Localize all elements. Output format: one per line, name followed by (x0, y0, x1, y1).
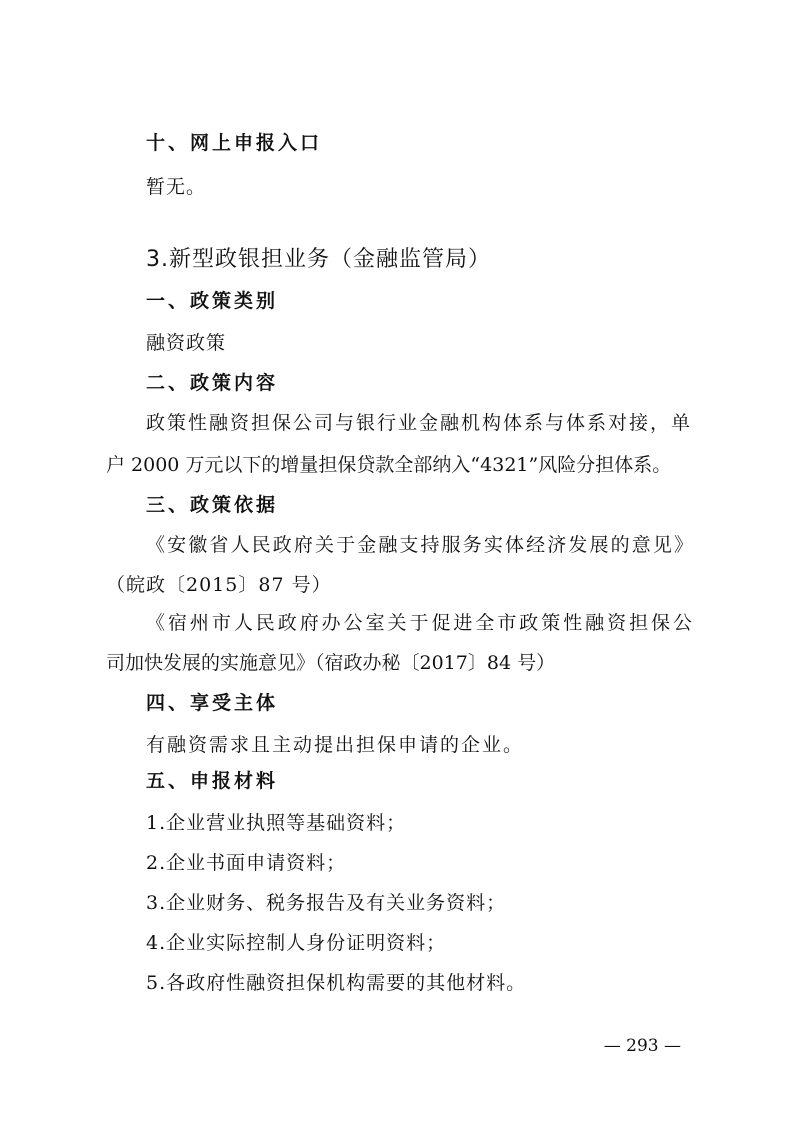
page-number: — 293 — (603, 1036, 681, 1056)
section-heading-basis: 三、政策依据 (146, 494, 279, 516)
basis-line-3: 《宿州市人民政府办公室关于促进全市政策性融资担保公 (146, 612, 694, 634)
materials-item-3: 3.企业财务、税务报告及有关业务资料； (146, 892, 507, 914)
section-heading-content: 二、政策内容 (146, 372, 279, 394)
policy-item-title: 3.新型政银担业务（金融监管局） (146, 247, 491, 272)
section-heading-subject: 四、享受主体 (146, 692, 279, 714)
materials-item-5: 5.各政府性融资担保机构需要的其他材料。 (146, 972, 527, 994)
subject-text: 有融资需求且主动提出担保申请的企业。 (146, 734, 525, 756)
materials-item-4: 4.企业实际控制人身份证明资料； (146, 932, 447, 954)
section-heading-category: 一、政策类别 (146, 290, 279, 312)
basis-line-1: 《安徽省人民政府关于金融支持服务实体经济发展的意见》 (146, 534, 694, 556)
materials-item-2: 2.企业书面申请资料； (146, 852, 347, 874)
online-entry-text: 暂无。 (146, 176, 207, 198)
category-text: 融资政策 (146, 332, 227, 354)
materials-item-1: 1.企业营业执照等基础资料； (146, 812, 407, 834)
section-heading-materials: 五、申报材料 (146, 770, 279, 792)
content-line-2: 户 2000 万元以下的增量担保贷款全部纳入“4321”风险分担体系。 (106, 454, 672, 476)
basis-line-4: 司加快发展的实施意见》（宿政办秘〔2017〕84 号） (106, 652, 556, 674)
content-line-1: 政策性融资担保公司与银行业金融机构体系与体系对接，单 (146, 412, 693, 434)
basis-line-2: （皖政〔2015〕87 号） (106, 574, 332, 596)
section-heading-online-entry: 十、网上申报入口 (146, 132, 323, 154)
